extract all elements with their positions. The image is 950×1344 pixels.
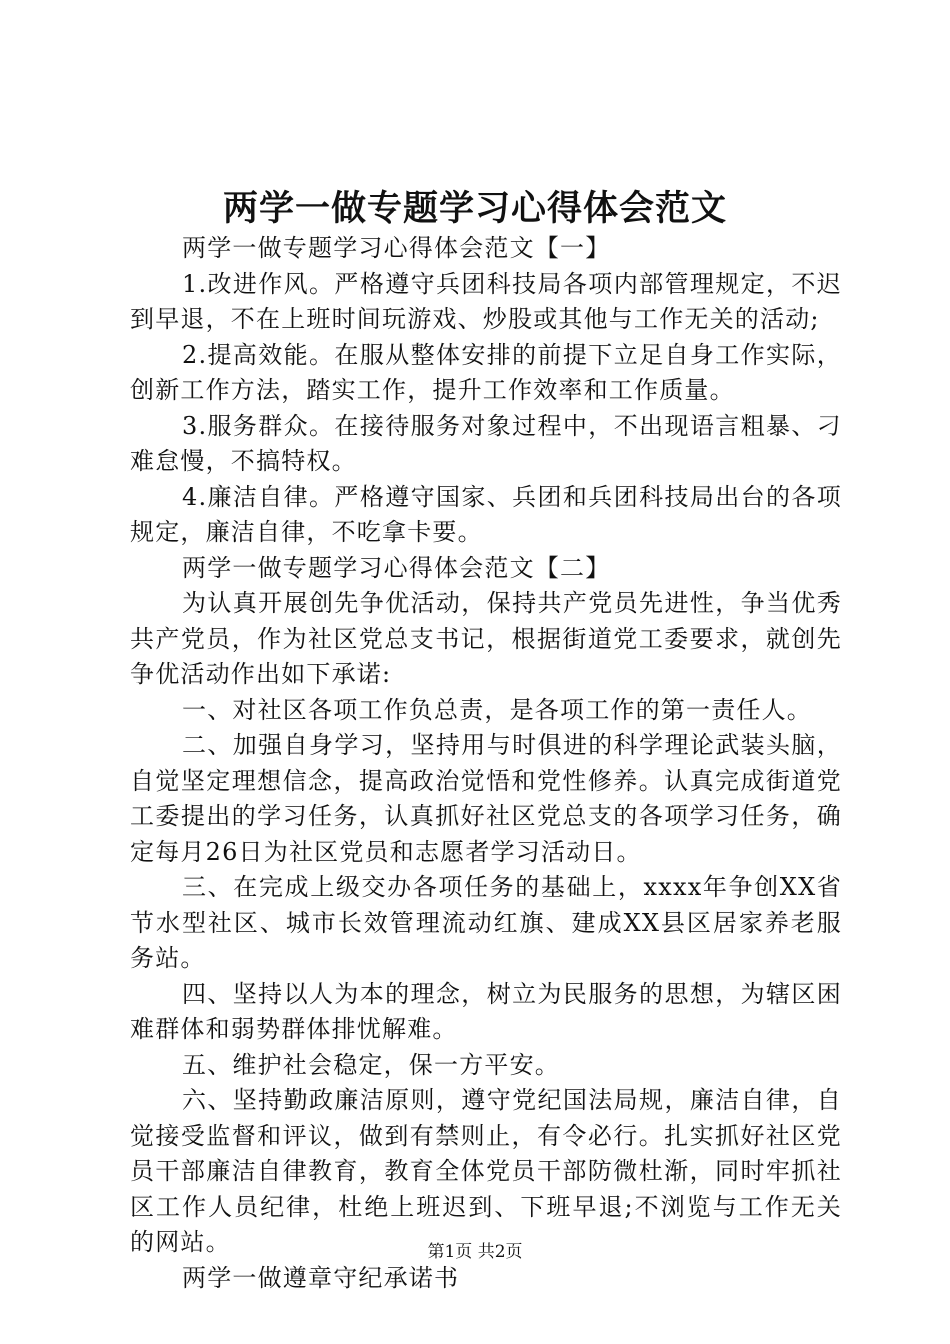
paragraph: 2.提高效能。在服从整体安排的前提下立足自身工作实际，创新工作方法，踏实工作，提升工作效率和工作质量。: [130, 340, 842, 404]
paragraph-heading-2: 两学一做专题学习心得体会范文【二】: [182, 553, 611, 582]
paragraph: 二、加强自身学习，坚持用与时俱进的科学理论武装头脑，自觉坚定理想信念，提高政治觉悟和党性修养。认真完成街道党工委提出的学习任务，认真抓好社区党总支的各项学习任务，确定每月26日为社区党员和志愿者学习活动日。: [130, 731, 842, 866]
document-body: [130, 231, 842, 1296]
document-title: 两学一做专题学习心得体会范文: [222, 188, 727, 229]
paragraph: 四、坚持以人为本的理念，树立为民服务的思想，为辖区困难群体和弱势群体排忧解难。: [130, 979, 842, 1043]
paragraph: 4.廉洁自律。严格遵守国家、兵团和兵团科技局出台的各项规定，廉洁自律，不吃拿卡要。: [130, 482, 842, 546]
page-footer: 第1页 共2页: [427, 1242, 523, 1262]
paragraph-heading-3: 两学一做遵章守纪承诺书: [182, 1263, 460, 1292]
paragraph: 一、对社区各项工作负总责，是各项工作的第一责任人。: [182, 695, 812, 724]
paragraph: 五、维护社会稳定，保一方平安。: [182, 1050, 560, 1079]
paragraph: 六、坚持勤政廉洁原则，遵守党纪国法局规，廉洁自律，自觉接受监督和评议，做到有禁则止，有令必行。扎实抓好社区党员干部廉洁自律教育，教育全体党员干部防微杜渐，同时牢抓社区工作人员纪律，杜绝上班迟到、下班早退;不浏览与工作无关的网站。: [130, 1086, 842, 1256]
paragraph-heading-1: 两学一做专题学习心得体会范文【一】: [182, 234, 611, 262]
paragraph: 三、在完成上级交办各项任务的基础上，xxxx年争创XX省节水型社区、城市长效管理流动红旗、建成XX县区居家养老服务站。: [130, 873, 842, 972]
paragraph: 1.改进作风。严格遵守兵团科技局各项内部管理规定，不迟到早退，不在上班时间玩游戏、炒股或其他与工作无关的活动;: [130, 269, 842, 333]
paragraph: 为认真开展创先争优活动，保持共产党员先进性，争当优秀共产党员，作为社区党总支书记，根据街道党工委要求，就创先争优活动作出如下承诺:: [130, 589, 842, 688]
paragraph: 3.服务群众。在接待服务对象过程中，不出现语言粗暴、刁难怠慢，不搞特权。: [130, 411, 842, 475]
